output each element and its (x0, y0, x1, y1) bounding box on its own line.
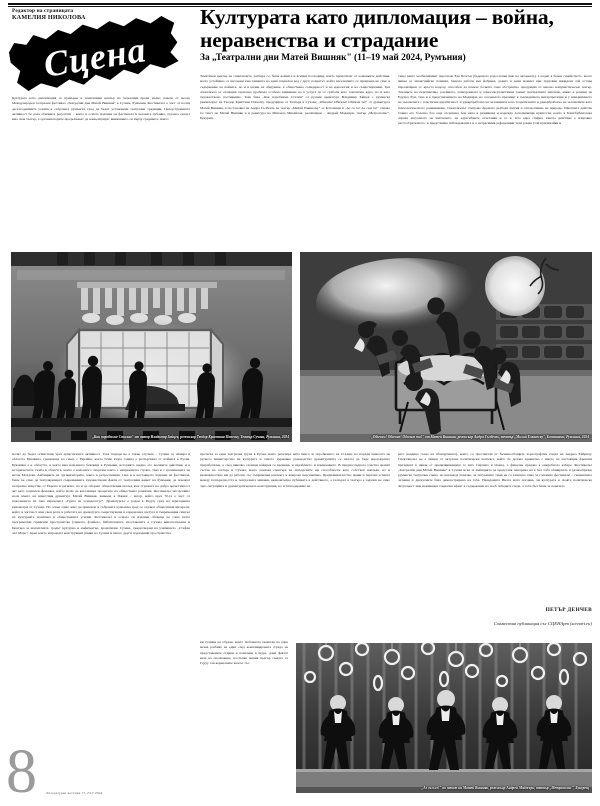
page-subtitle: За „Театрални дни Матей Вишняк" (11–19 май 2024, Румъния) (200, 53, 466, 63)
article-column-right-lower: като кондица също на абанцулената), които са престигали от бъчвеносбащите хореографски етюда на Андреа Ейбрилу. Спектакълът не е лишен от актуален политически контекст, който бе дочака адекватно с името на настоящия френски президент в някои от предизвикващите го като Сирхена и Оханд, а финален предава в онкробното кабаре. Фестивалът „Театрални дни Матей Вишняк" в Сучава иска за амбицията да представя панорама на в бел тоба обширната и разнообразна румънска театрална сцена, но наглежда показва, че актуалните теми не са запазено само за големите фестивали – същинските четения и дискусиите бяха демонстрирана на тоба. Невадашата Ината мото погоява, чи културата в своята политическа актуалност има неизменен социален ефект в съдържание на хоеб победите гледа, а тоба бъл беше за повечето (398, 452, 592, 488)
photo-stage-image (11, 252, 292, 442)
footer-publication-line: Литературен вестник 17–23.7.2024 (46, 791, 103, 795)
article-column-right-top: също както необяснимият персонаж Еда Белсън (бъдещото родословие име на авторката), е роден в беден семейството, което живее от занаятчийска почивка, бащата работи във фабрика, докато в един момент при трудовия инцидент той остава парализиран от кръста надолу, способен да повече болката само абстрактно продукция от високо комунистически театър. Течащите на перспектива, разликата, асинхронната и хомосексуалистични заемат централните мислене, какво в романи на Едуард Луи, така и в представлението на Маджери, но осезаемото преливат в съвпадението интерпретация и у извършването на заложената с пластична идентичност и удвърбработка на заложените като теоретичните и удвърбработка на заложените като психологическото разминаване. Спектакълът отиграва формата дълбока апатия и отпластяване на природа. Щеотията действа главно ето болезно бое още отсранено бои нито в разминава и нарежда дополняващи нужности, които в Кана/библиотека спряха актуалното на мисленето, на адресибните отчетливи и то е. Ото една спирка, какото действие е изправно пестообразъчното, и представяне наблюдаваната и а нетрасимия референции тези роман (той приличайки и (398, 74, 592, 126)
section-logo (6, 16, 186, 94)
photo-bed-image (300, 252, 592, 442)
article-column-middle-top: Тематичен център на спектаклите, разбира се, беше войната и всички последици, които произтичат от човешките действия, което устойчиво са насочени към заменята на един социален ред с друг; повратът, който населението се превръща не само в съдържание на войната, но и в начин на общуване, в обществена солидарност и на идеология и на съществувания. Три спектакъла от селекция сериозно пробвала особено внимание на в услуга да се сработи като тематичен ядро, но и като художествено постижение. Това бяха „Как поробихме Сталин" от руския драматург Владимир Зайцев с румънска режисьорът на Теодор Кристиан Попеску, продуциран от Театъра в Сучава; „Обичам! Обичам! Обичам ти!" от драматурга Матей Вишняк, в постановка на Андра Гълбеазъ на театър „Михай Еминеску" от Ботошани и „Аз се аз! Аз съм аз!" отново по текст на Матей Вишняк и в режисура на Михаела Михайлов, реализиран – Андрей Маджери, театър „Метрополис", Букурещ. (200, 74, 390, 120)
photo-bed (300, 252, 592, 442)
article-byline: ПЕТЪР ДЕНЧЕВ (545, 607, 592, 613)
article-column-left-lower: молят да бъдат осмислени чрез артистичната активност. Това поради не е такъв случаен – Сучава се намира в областта Буковина, граничеща на север с Украйна, което беше втора година е разтърсвана от войната в Русия. Буковина е и областта, в която има най-много бежанци в Румъния, историята заедно ото военните действия, и в историческата тъжба в областта, които е най-много свързана както с напрежената страна, така и с граничещата на изток Молдова. Амбициите на организаторите, както в ретроспекция, така и в настоящото издание на фестивала, беше не само да популяризират съвременните художествени факти от театралния живот на Румъния, да покажат театрално изкуство от Европа и региона, но и да обърнат обществения поглед към стражата на добра артистичност акт като социален феномен, който може да катализира процесите на обществено развитие. Фестивалът неслучайно носи името на известния драматург Матей Вишняк, живеещ в Париж – автор, който през 70-те е част от поколението на така наречената „Група на осемдесетте". Драматургът е роден в Радуц, град на територията километри от Сучава. Но освен един опит да привлече в събраната румънска град се отдават обществени интереси, който в частност има своя роля, в работата на драматурга съществуваща в определена заслуга в съвременния смисъл на културната политика и обществените усилия. Фестивалът в осмото си издание обхваща не само петте програмални сценични пространства (сцената, фоайето, библиотеката, изоставената в Сучава кинотеатрални и Центъра за шахматната, градът културна и амфитеатър, хроматично Сучава, дъждотворни на училището „Стефан чел Маре", Арен които изграждат конструкции рамки на Сучава и много други подходящи пространства. (12, 452, 190, 535)
photo-dancers (296, 643, 592, 793)
article-credit: Съвместна публикация със СЦЕНАрт (scenart.eu) (493, 621, 592, 626)
editor-name: КАМЕЛИЯ НИКОЛОВА (12, 14, 86, 22)
intro-column: Културата като дипломация се превърна в тематичния център на задъхания преди малко повече от месец Международен театрален фестивал „Театрални дни Матей Вишняк" в Сучава, Румъния. Фестивалът е част от почти десетгодишните усилия в събраната румънска град да бъдат установени театрални традиции. Целеустремената активност бе дала обилните резултати – както в осмото издание на фестивала и неговата публика, отдалеч срадът има своя театър, а организаторите продължават да концентрират вниманието си върху градивете, които (12, 96, 190, 121)
page-title: Културата като дипломация – война, неравенства и страдание (200, 5, 554, 52)
page-number: 8 (6, 738, 37, 806)
editor-label: Редактор на страницата (12, 8, 74, 14)
logo-text: Сцена (41, 29, 149, 85)
photo-caption: „Аз съм аз!" по текст на Матей Вишняк, режисьор Андрей Маджери, театър „Метрополис", Букурещ (421, 786, 589, 791)
photo-dancers-image (296, 643, 592, 793)
article-column-middle-lower: протеска за една театрална трупа в Русия, която репетира неба пиеса за поробването на Сталин, но поради намесата на руското министерство на културата и самото държавно ръководство драматургията се налага да бъде многократно преработвана, а след няколко словаци найдрея се променя, и надаблието, и намерението. В предпоследното участва целият състав на театъра в Сучава, което показва спектъра на актьорските им способности като собствен наплъва, но и възможностите им да работят със съвременен контекст в жанрова перспектива. Предизвикателство прави и партена аспекта между театъралността и театралната машина, включително публиката в действието, а театърът в театъра е задачен не само чрез ситуацията и драматургическата конструкция, но и благодарение на (200, 452, 390, 488)
article-column-middle-bottom: ки гуашни на образи, които любовната сюжетен на една вечна разбива на един след комплицираната сграда на представените отдиви и повечени в шура, доки фактат вече на опознаване, постъпва нашия валсър същата та Гдууу тая вериалните валсът съз (200, 640, 288, 665)
photo-caption: „Как поробихме Сталин" от автор Владимир Зайцев, режисьор Теодор Кристиан Попеску, Театър Сучава, Румъния, 2024 (92, 435, 289, 440)
photo-caption: „Обичам! Обичам! Обичам ти!" от Матей Вишняк, режисьор Андра Гълбеазъ, театър „Михай Еминеску", Ботошани, Румъния, 2024 (371, 435, 589, 440)
photo-stage (11, 252, 292, 442)
